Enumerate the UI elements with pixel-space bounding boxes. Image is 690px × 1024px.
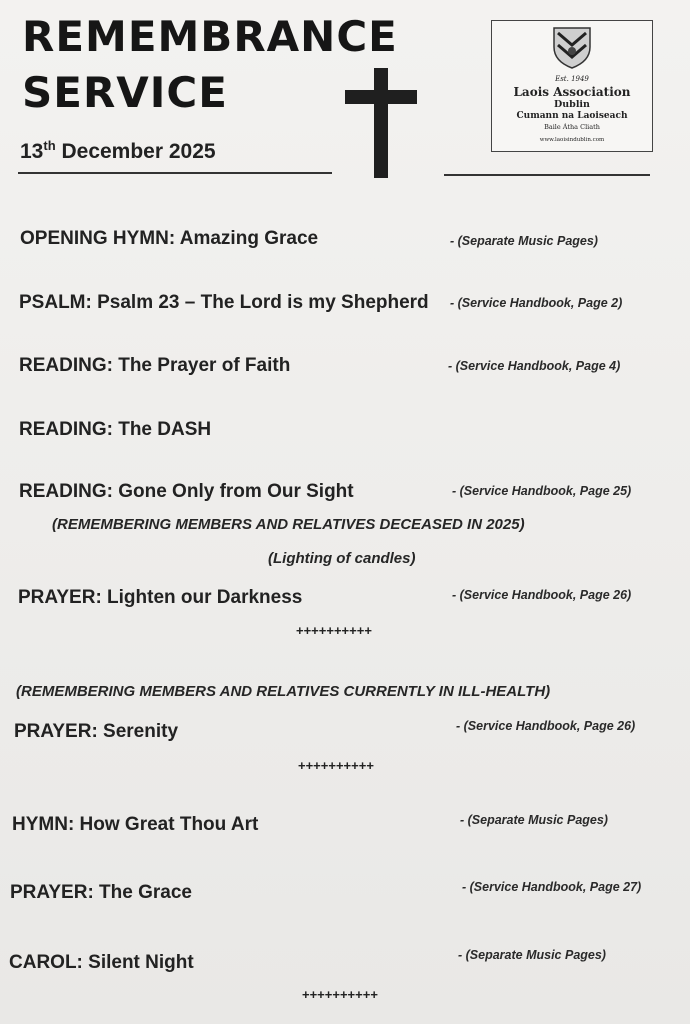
item-reference: - (Separate Music Pages) — [450, 234, 598, 248]
service-date — [20, 138, 216, 164]
list-item: PRAYER: Lighten our Darkness — [18, 587, 303, 608]
item-reference: - (Service Handbook, Page 25) — [452, 484, 632, 498]
item-reference: - (Service Handbook, Page 26) — [452, 588, 632, 602]
logo-url: www.laoisindublin.com — [539, 137, 605, 143]
list-item: OPENING HYMN: Amazing Grace — [20, 228, 319, 249]
logo-name: Laois Association — [513, 85, 631, 99]
list-item: PRAYER: The Grace — [10, 882, 192, 903]
list-item: PSALM: Psalm 23 – The Lord is my Shepherd — [19, 292, 429, 313]
date-day: 13 — [20, 140, 44, 163]
separator: ++++++++++ — [302, 987, 378, 1002]
list-item: READING: Gone Only from Our Sight — [19, 481, 354, 502]
item-reference: - (Separate Music Pages) — [460, 813, 608, 827]
header-rule-right — [444, 174, 650, 176]
separator: ++++++++++ — [298, 758, 374, 773]
list-item: PRAYER: Serenity — [14, 721, 179, 742]
crest-icon — [550, 25, 594, 69]
list-item: HYMN: How Great Thou Art — [12, 814, 259, 835]
logo-irish-city: Baile Átha Cliath — [544, 123, 600, 131]
title-line-1: REMEMBRANCE — [22, 12, 398, 61]
title-line-2: SERVICE — [22, 68, 228, 117]
note-candles: (Lighting of candles) — [268, 550, 416, 567]
item-reference: - (Service Handbook, Page 26) — [456, 719, 636, 733]
list-item: READING: The Prayer of Faith — [19, 355, 291, 376]
list-item: READING: The DASH — [19, 419, 212, 440]
logo-irish-name: Cumann na Laoiseach — [516, 111, 628, 121]
item-reference: - (Separate Music Pages) — [458, 948, 606, 962]
date-rest: December 2025 — [55, 140, 216, 163]
cross-icon — [345, 68, 417, 178]
item-reference: - (Service Handbook, Page 27) — [462, 880, 642, 894]
header-rule-left — [18, 172, 332, 174]
separator: ++++++++++ — [296, 623, 372, 638]
item-reference: - (Service Handbook, Page 2) — [450, 296, 623, 310]
item-reference: - (Service Handbook, Page 4) — [448, 359, 621, 373]
date-suffix: th — [43, 138, 56, 153]
logo-city: Dublin — [554, 99, 590, 110]
list-item: CAROL: Silent Night — [9, 952, 194, 973]
logo-est: Est. 1949 — [555, 75, 589, 83]
association-logo — [491, 20, 653, 152]
note-deceased: (REMEMBERING MEMBERS AND RELATIVES DECEASED IN 2025) — [52, 516, 525, 533]
note-ill-health: (REMEMBERING MEMBERS AND RELATIVES CURRENTLY IN ILL-HEALTH) — [16, 683, 551, 700]
